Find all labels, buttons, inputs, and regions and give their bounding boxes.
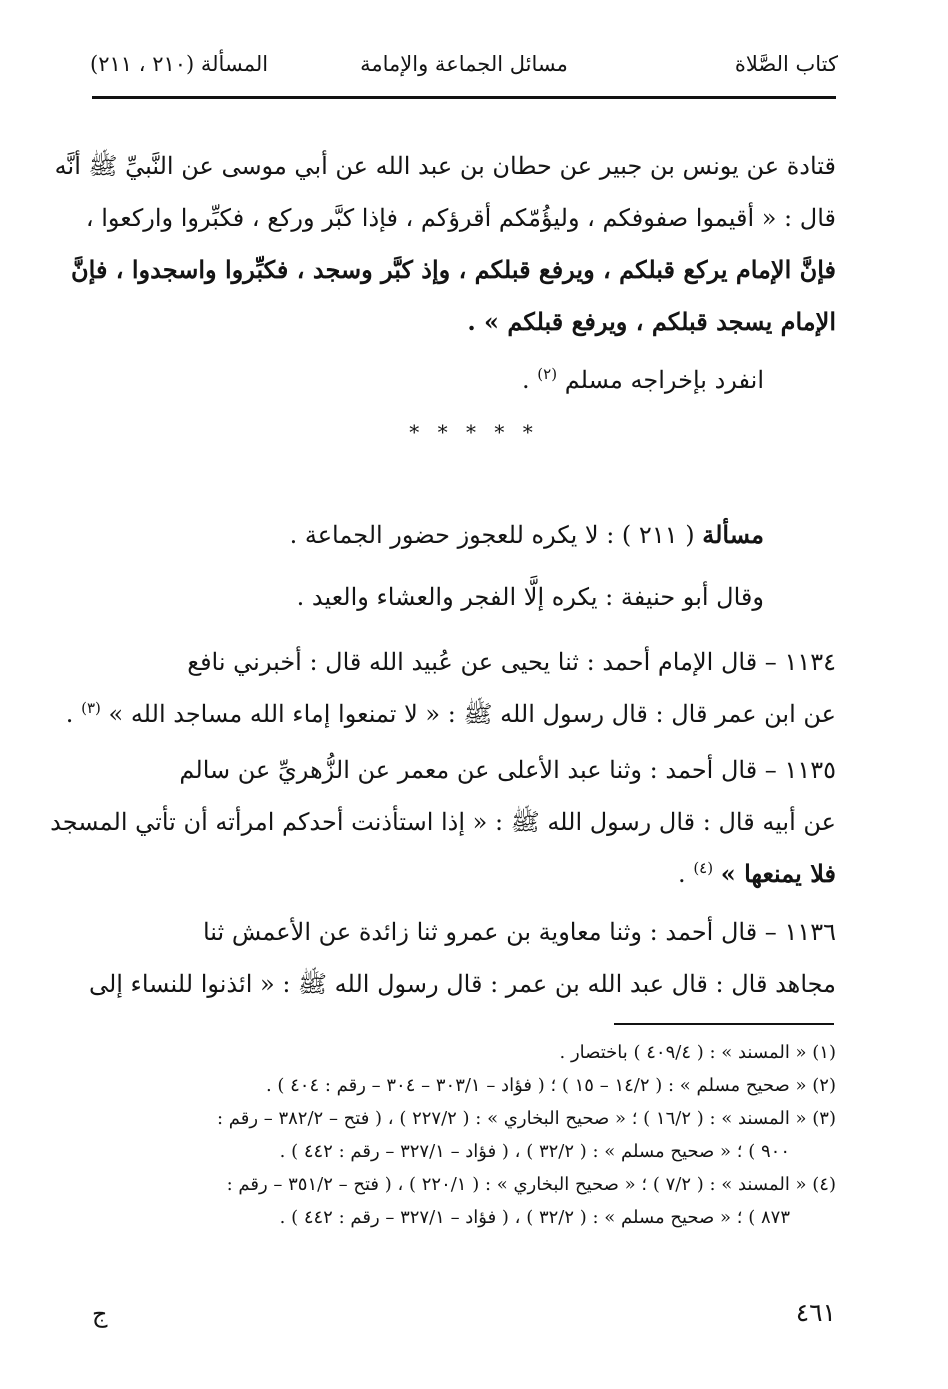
issue-211	[88, 504, 836, 628]
text-line: عن أبيه قال : قال رسول الله ﷺ : « إذا استأذنت أحدكم امرأته أن تأتي المسجد	[50, 808, 836, 836]
section-separator: * * * * *	[409, 420, 539, 444]
text-line: فإنَّ الإمام يركع قبلكم ، ويرفع قبلكم ، وإذ كبَّر وسجد ، فكبِّروا واسجدوا ، فإنَّ	[71, 255, 836, 284]
text-line: فلا يمنعها »	[720, 859, 836, 888]
hadith-1136	[88, 906, 836, 1010]
takhrij-note	[88, 354, 836, 406]
footnote-item: (٤) « المسند » : ( ٧/٢ ) ؛ « صحيح البخاري » : ( ٢٢٠/١ ) ، ( فتح – ٣٥١/٢ – رقم :	[226, 1174, 836, 1195]
header-issue-range: المسألة (٢١٠ ، ٢١١)	[90, 52, 269, 76]
footnote-item: (٣) « المسند » : ( ١٦/٢ ) ؛ « صحيح البخاري » : ( ٢٢٧/٢ ) ، ( فتح – ٣٨٢/٢ – رقم :	[216, 1108, 836, 1129]
takhrij-text: انفرد بإخراجه مسلم	[564, 366, 764, 394]
text-line: مجاهد قال : قال عبد الله بن عمر : قال رسول الله ﷺ : « ائذنوا للنساء إلى	[88, 970, 836, 998]
text-line: قال : « أقيموا صفوفكم ، وليؤُمّكم أقرؤكم ، فإذا كبَّر وركع ، فكبِّروا واركعوا ،	[85, 204, 836, 232]
text-line: ١١٣٥ – قال أحمد : وثنا عبد الأعلى عن معمر عن الزُّهريِّ عن سالم	[179, 756, 836, 784]
footnote-item: (١) « المسند » : ( ٤٠٩/٤ ) باختصار .	[559, 1042, 836, 1063]
footnote-item: (٢) « صحيح مسلم » : ( ١٤/٢ – ١٥ ) ؛ ( فؤاد – ٣٠٣/١ – ٣٠٤ – رقم : ٤٠٤ ) .	[265, 1075, 836, 1096]
footnote-ref[interactable]: (٣)	[81, 699, 101, 717]
running-header	[90, 52, 838, 86]
paragraph-hadith-continuation	[54, 140, 836, 348]
footnotes	[88, 1036, 836, 1234]
text-line: الإمام يسجد قبلكم ، ويرفع قبلكم » .	[467, 307, 836, 336]
issue-label: مسألة	[702, 520, 764, 549]
hadith-1134: ١١٣٤ – قال الإمام أحمد : ثنا يحيى عن عُبيد الله قال : أخبرني نافع عن ابن عمر قال : قال رسول الله ﷺ : « لا تمنعوا إماء الله مساجد الله » $^{(٣)}$ .	[88, 636, 836, 740]
header-rule	[92, 96, 836, 99]
footnote-item: ٨٧٣ ) ؛ « صحيح مسلم » : ( ٣٢/٢ ) ، ( فؤاد – ٣٢٧/١ – رقم : ٤٤٢ ) .	[279, 1207, 790, 1228]
text-line: قتادة عن يونس بن جبير عن حطان بن عبد الله عن أبي موسى عن النَّبيِّ ﷺ أنَّه	[54, 152, 836, 180]
text-line: ١١٣٤ – قال الإمام أحمد : ثنا يحيى عن عُبيد الله قال : أخبرني نافع	[187, 648, 836, 676]
abu-hanifa-opinion: وقال أبو حنيفة : يكره إلَّا الفجر والعشاء والعيد .	[296, 583, 764, 611]
footnote-ref[interactable]: (٢)	[537, 365, 558, 383]
footnote-rule	[614, 1023, 834, 1025]
header-chapter-title: مسائل الجماعة والإمامة	[360, 52, 568, 76]
text-line: ١١٣٦ – قال أحمد : وثنا معاوية بن عمرو ثنا زائدة عن الأعمش ثنا	[202, 918, 836, 946]
header-book-title: كتاب الصَّلاة	[734, 52, 838, 76]
footnote-item: ٩٠٠ ) ؛ « صحيح مسلم » : ( ٣٢/٢ ) ، ( فؤاد – ٣٢٧/١ – رقم : ٤٤٢ ) .	[279, 1141, 790, 1162]
hadith-1135: ١١٣٥ – قال أحمد : وثنا عبد الأعلى عن معمر عن الزُّهريِّ عن سالم عن أبيه قال : قال رسول الله ﷺ : « إذا استأذنت أحدكم امرأته أن تأتي المسجد فلا يمنعها » $^{(٤)}$ .	[88, 744, 836, 900]
text-line: عن ابن عمر قال : قال رسول الله ﷺ : « لا تمنعوا إماء الله مساجد الله »	[108, 700, 836, 728]
page-number: ٤٦١	[795, 1298, 836, 1327]
footnote-ref[interactable]: (٤)	[693, 859, 714, 877]
takhrij-end: .	[521, 366, 530, 394]
printer-signature: ج	[92, 1300, 108, 1328]
issue-text: ( ٢١١ ) : لا يكره للعجوز حضور الجماعة .	[289, 521, 695, 549]
